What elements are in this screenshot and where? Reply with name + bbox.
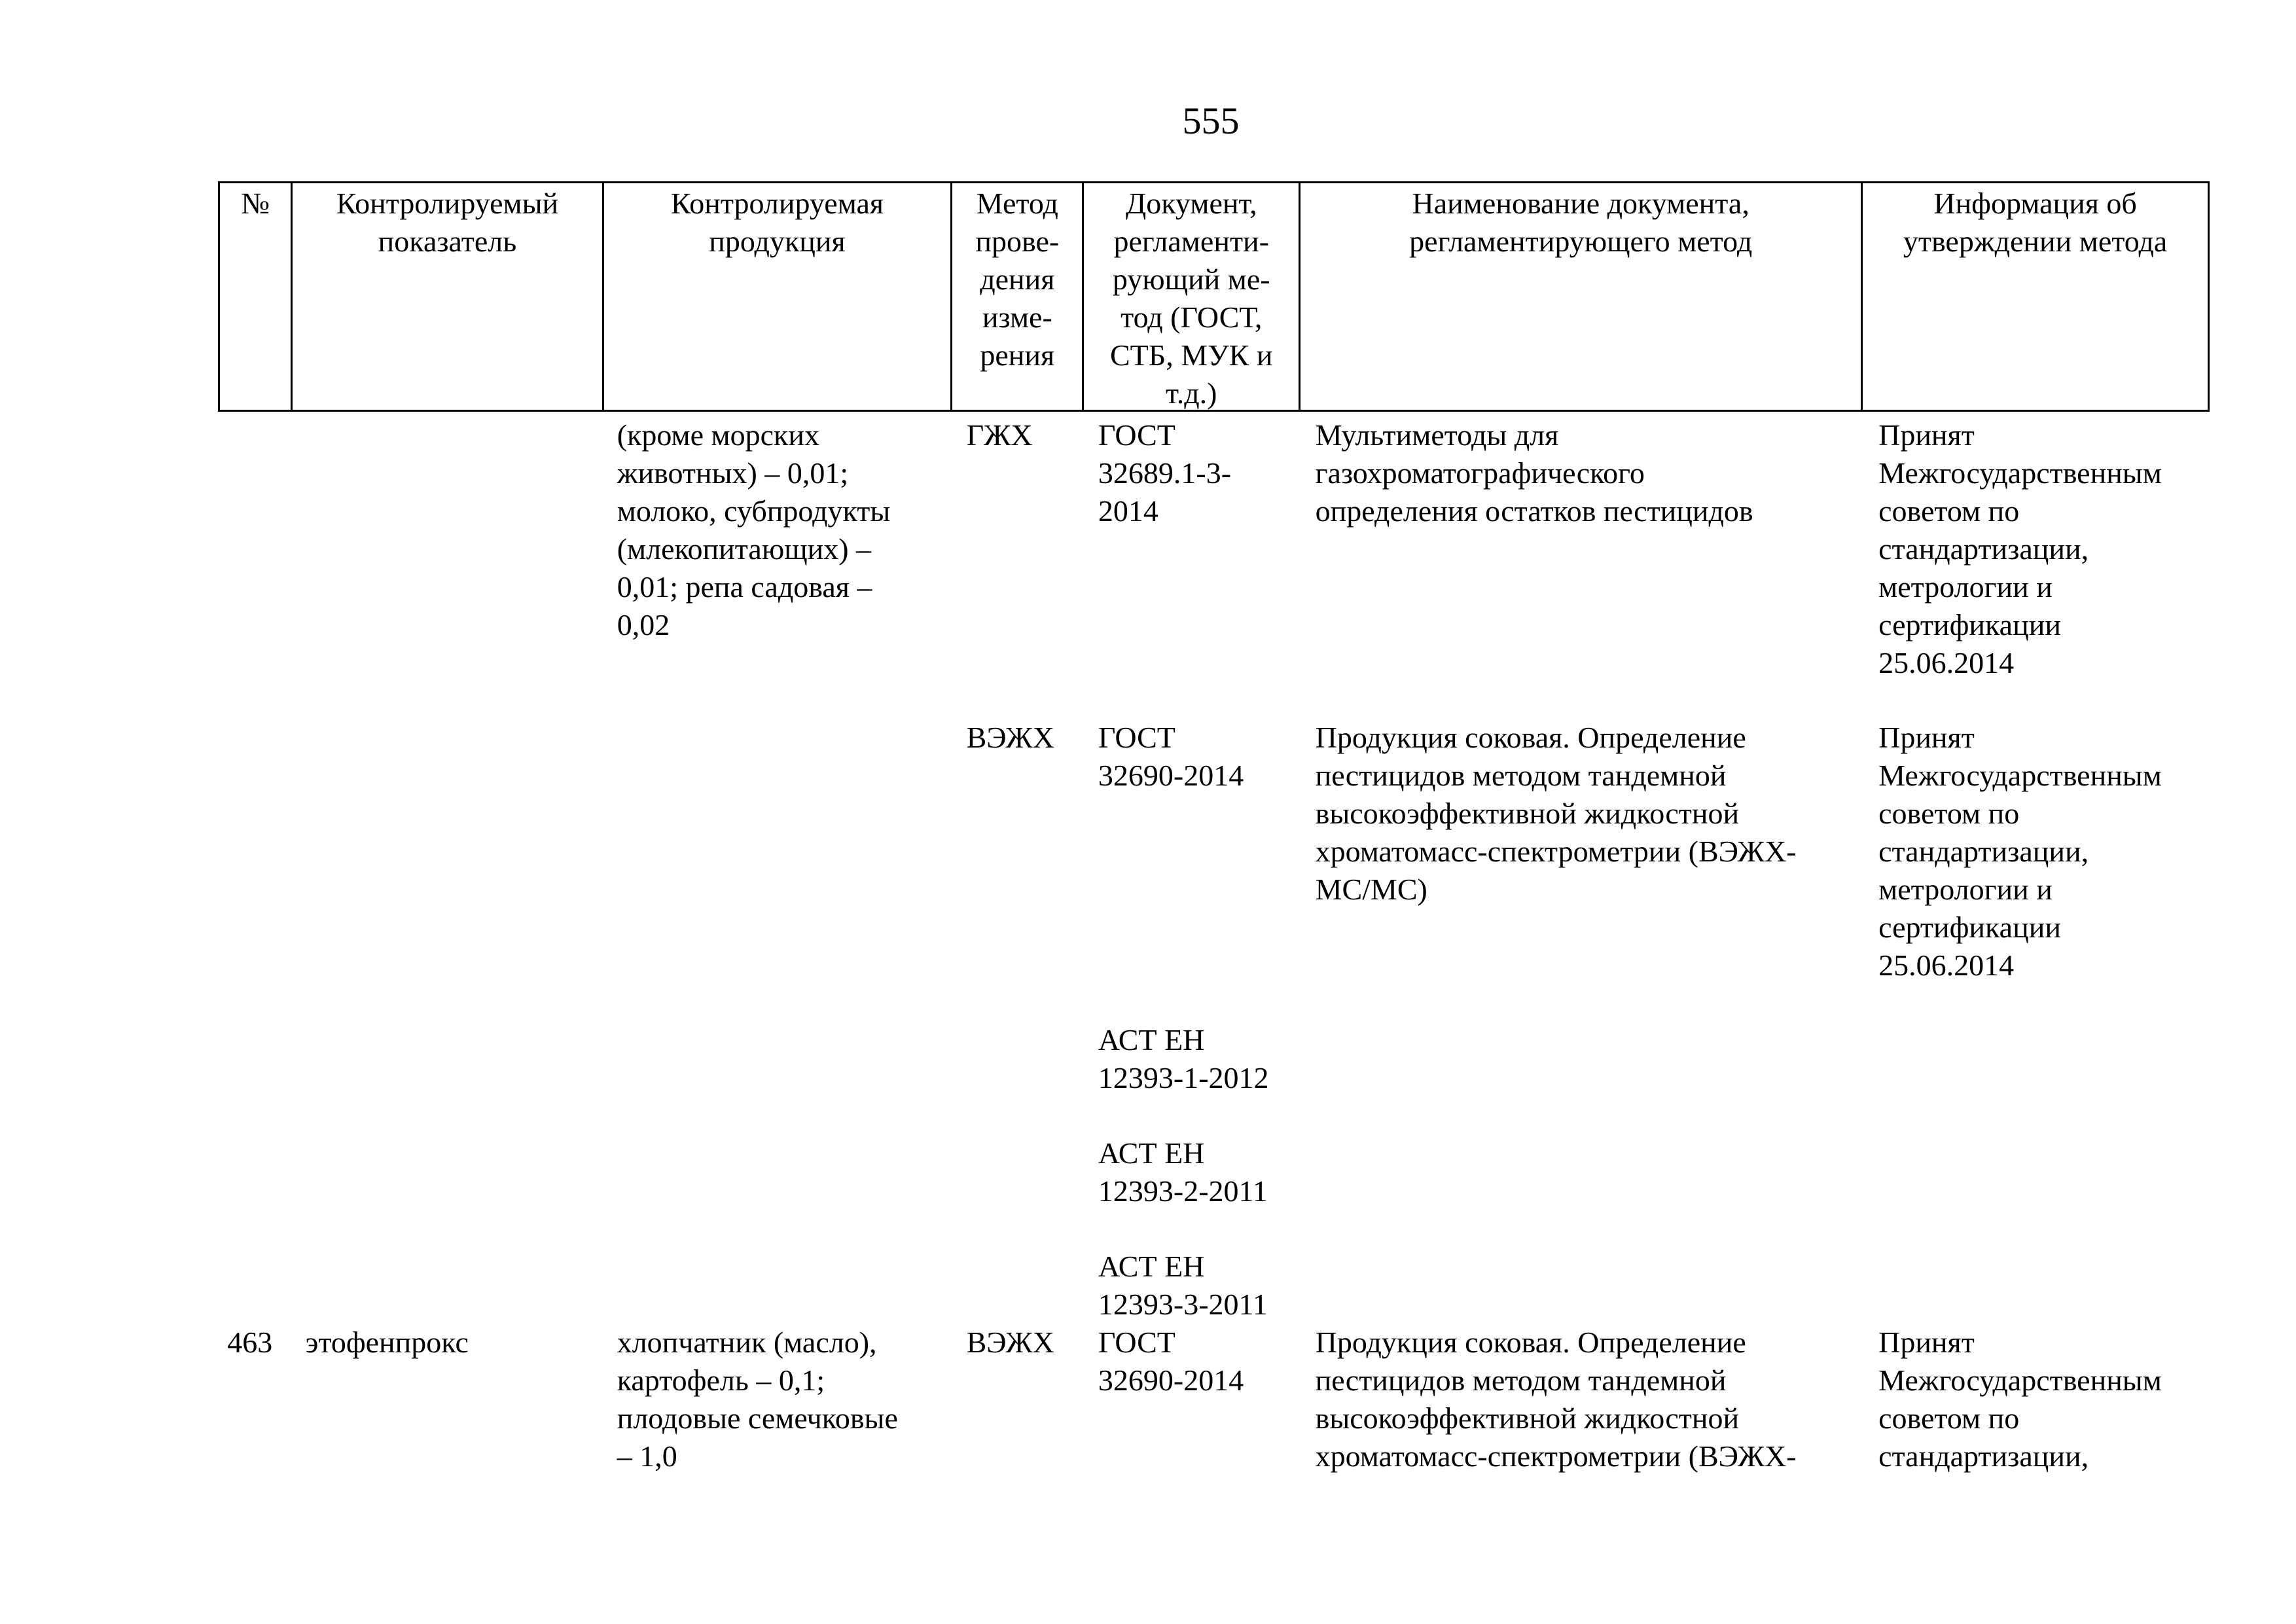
header-indicator: Контролируемый показатель [293, 183, 603, 410]
row-indicator: этофенпрокс [305, 1326, 469, 1359]
row-number: 463 [227, 1326, 273, 1359]
row-approval: Принят Межгосударственным советом по стандартизации, [1878, 1326, 2162, 1473]
row-product [603, 1021, 952, 1097]
row-indicator [291, 416, 603, 682]
table-row [218, 1248, 2210, 1324]
table-row [218, 1021, 2210, 1097]
header-approval: Информация об утверждении метода [1903, 187, 2168, 258]
row-document: АСТ ЕН 12393-2-2011 [1098, 1136, 1268, 1208]
row-document: АСТ ЕН 12393-3-2011 [1098, 1250, 1268, 1321]
row-product [603, 1134, 952, 1210]
header-method: Метод прове- дения изме- рения [952, 183, 1084, 410]
row-doc-name: Продукция соковая. Определение пестицидов методом тандемной высокоэффективной жидкостной хроматомасс-спектрометрии (ВЭЖХ- МС/МС) [1315, 721, 1797, 906]
row-approval: Принят Межгосударственным советом по стандартизации, метрологии и сертификации 25.06.2014 [1878, 418, 2162, 679]
row-method: ВЭЖХ [966, 721, 1054, 754]
row-document: АСТ ЕН 12393-1-2012 [1098, 1023, 1269, 1094]
table-row [218, 1134, 2210, 1210]
header-number: № [220, 183, 293, 410]
row-number [218, 1248, 291, 1324]
row-product: хлопчатник (масло), картофель – 0,1; плодовые семечковые – 1,0 [617, 1326, 898, 1473]
table-header [218, 181, 2210, 412]
row-approval: Принят Межгосударственным советом по стандартизации, метрологии и сертификации 25.06.2014 [1878, 721, 2162, 982]
table-row [218, 1324, 2210, 1475]
header-product: Контролируемая продукция [604, 183, 953, 410]
row-doc-name: Продукция соковая. Определение пестицидов методом тандемной высокоэффективной жидкостной хроматомасс-спектрометрии (ВЭЖХ- [1315, 1326, 1797, 1473]
row-indicator [291, 1248, 603, 1324]
row-product [603, 1248, 952, 1324]
methods-table [218, 181, 2210, 1473]
row-method: ГЖХ [966, 418, 1033, 452]
row-product [603, 719, 952, 984]
row-doc-name [1301, 1248, 1864, 1324]
row-document: ГОСТ 32689.1-3- 2014 [1098, 418, 1232, 528]
row-approval [1864, 1134, 2210, 1210]
page-number: 555 [1182, 99, 1240, 142]
row-doc-name [1301, 1021, 1864, 1097]
row-number [218, 719, 291, 984]
row-method [952, 1248, 1084, 1324]
row-indicator [291, 719, 603, 984]
row-product: (кроме морских животных) – 0,01; молоко, субпродукты (млекопитающих) – 0,01; репа садовая – 0,02 [617, 418, 891, 641]
row-number [218, 1021, 291, 1097]
table-row [218, 416, 2210, 682]
row-document: ГОСТ 32690-2014 [1098, 721, 1244, 792]
row-method [952, 1021, 1084, 1097]
row-approval [1864, 1021, 2210, 1097]
table-row [218, 719, 2210, 984]
header-doc-name: Наименование документа, регламентирующего метод [1300, 183, 1863, 410]
row-method [952, 1134, 1084, 1210]
row-doc-name [1301, 1134, 1864, 1210]
row-indicator [291, 1021, 603, 1097]
row-document: ГОСТ 32690-2014 [1098, 1326, 1244, 1397]
row-number [218, 1134, 291, 1210]
row-approval [1864, 1248, 2210, 1324]
row-method: ВЭЖХ [966, 1326, 1054, 1359]
row-number [218, 416, 291, 682]
row-indicator [291, 1134, 603, 1210]
row-doc-name: Мультиметоды для газохроматографического определения остатков пестицидов [1315, 418, 1753, 528]
header-document: Документ, регламенти- рующий ме- тод (ГОСТ, СТБ, МУК и т.д.) [1084, 183, 1300, 410]
